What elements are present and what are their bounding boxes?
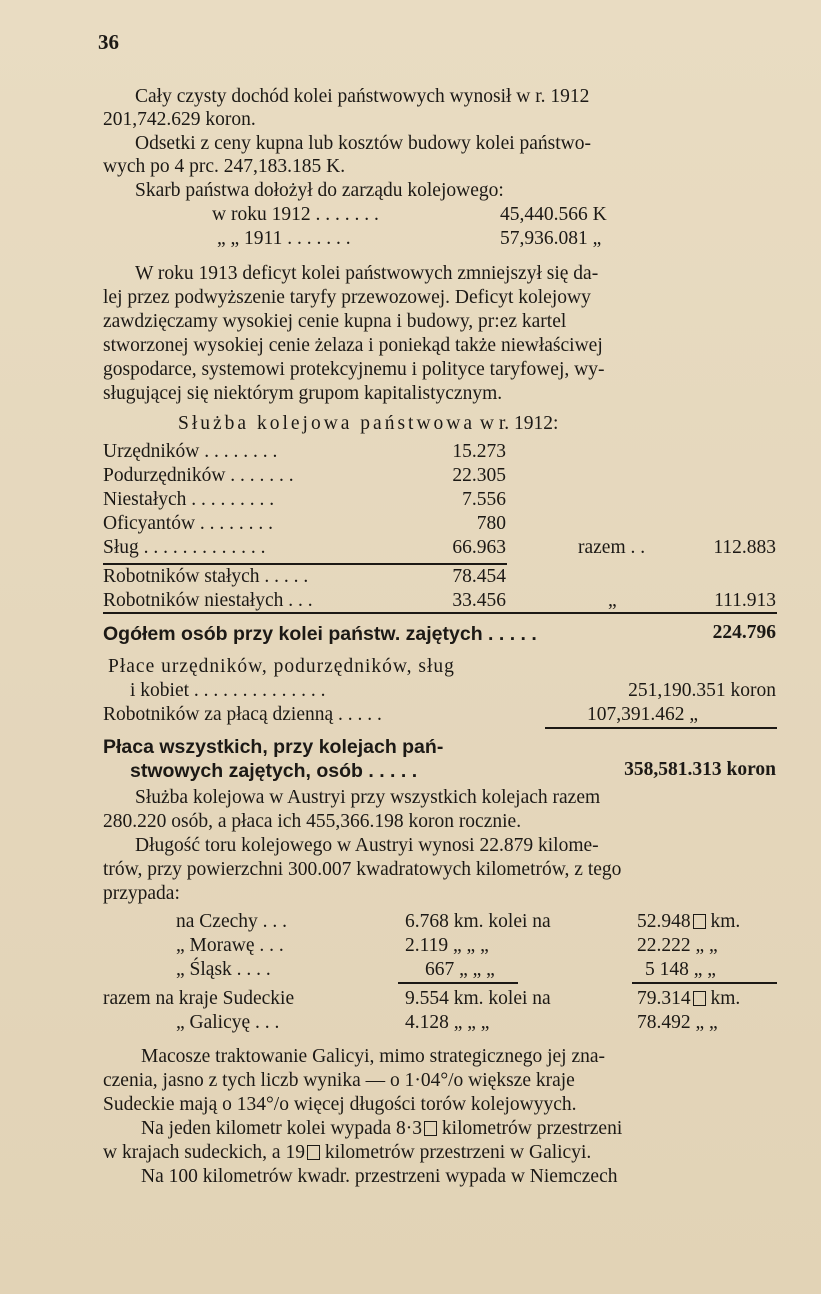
region-area: 78.492 „ „ — [637, 1012, 718, 1033]
page-number: 36 — [98, 30, 119, 54]
staff-label: Robotników stałych . . . . . — [103, 566, 309, 587]
skarb-value: 57,936.081 „ — [500, 228, 602, 249]
skarb-value: 45,440.566 K — [500, 204, 607, 225]
intro-line: Odsetki z ceny kupna lub kosztów budowy kolei państwo- — [135, 133, 592, 154]
divider — [103, 612, 777, 614]
wages-total-value: 358,581.313 koron — [624, 759, 776, 780]
total-staff-label: Ogółem osób przy kolei państw. zajętych . . . . . — [103, 623, 537, 645]
staff-label: Urzędników . . . . . . . . — [103, 441, 278, 462]
wages-total-label: stwowych zajętych, osób . . . . . — [130, 760, 418, 782]
region-km: 4.128 „ „ „ — [405, 1012, 490, 1033]
divider — [632, 982, 777, 984]
region-km: 2.119 „ „ „ — [405, 935, 489, 956]
total-staff-value: 224.796 — [712, 622, 776, 643]
staff-label: Sług . . . . . . . . . . . . . — [103, 537, 266, 558]
section-heading-rest: w r. 1912: — [479, 413, 559, 434]
region-name: na Czechy . . . — [176, 911, 288, 932]
staff-label: Robotników niestałych . . . — [103, 590, 313, 611]
wages-value: 251,190.351 koron — [628, 680, 776, 701]
paragraph-line: zawdzięczamy wysokiej cenie kupna i budowy, pr:ez kartel — [103, 311, 567, 332]
section-heading — [178, 412, 558, 436]
region-name: „ Śląsk . . . . — [176, 959, 271, 980]
paragraph-line: Na jeden kilometr kolei wypada 8·3 kilometrów przestrzeni — [141, 1118, 623, 1139]
staff-value: 22.305 — [452, 465, 506, 486]
paragraph-line: w krajach sudeckich, a 19 kilometrów przestrzeni w Galicyi. — [103, 1142, 592, 1163]
wages-label: i kobiet . . . . . . . . . . . . . . — [130, 680, 326, 701]
paragraph-line: W roku 1913 deficyt kolei państwowych zmniejszył się da- — [135, 263, 599, 284]
staff-label: Niestałych . . . . . . . . . — [103, 489, 275, 510]
region-km: 667 „ „ „ — [425, 959, 495, 980]
staff-value: 78.454 — [452, 566, 506, 587]
section-heading-spaced: Służba kolejowa państwowa — [178, 413, 476, 434]
paragraph-line: lej przez podwyższenie taryfy przewozowej. Deficyt kolejowy — [103, 287, 591, 308]
paragraph-line: Służba kolejowa w Austryi przy wszystkich kolejach razem — [135, 787, 601, 808]
paragraph-line: przypada: — [103, 883, 180, 904]
region-name: razem na kraje Sudeckie — [103, 988, 295, 1009]
paragraph-line: stworzonej wysokiej cenie żelaza i poniekąd także niewłaściwej — [103, 335, 603, 356]
square-symbol — [424, 1121, 437, 1136]
staff-subtotal-label: razem . . — [578, 537, 646, 558]
intro-line: 201,742.629 koron. — [103, 109, 256, 130]
staff-value: 66.963 — [452, 537, 506, 558]
square-symbol — [307, 1145, 320, 1160]
square-symbol — [693, 914, 706, 929]
staff-subtotal-value: 112.883 — [713, 537, 776, 558]
intro-line: Cały czysty dochód kolei państwowych wynosił w r. 1912 — [135, 86, 590, 107]
intro-line: Skarb państwa dołożył do zarządu kolejowego: — [135, 180, 504, 201]
divider — [545, 727, 777, 729]
square-symbol — [693, 991, 706, 1006]
wages-value: 107,391.462 „ — [587, 704, 699, 725]
region-name: „ Galicyę . . . — [176, 1012, 280, 1033]
staff-subtotal-value: 111.913 — [714, 590, 776, 611]
staff-label: Oficyantów . . . . . . . . — [103, 513, 274, 534]
staff-subtotal-label: „ — [608, 590, 617, 611]
paragraph-line: czenia, jasno z tych liczb wynika — o 1·04°/o większe kraje — [103, 1070, 575, 1091]
region-area: 79.314 km. — [637, 988, 741, 1009]
staff-value: 15.273 — [452, 441, 506, 462]
wages-heading: Płace urzędników, podurzędników, sług — [108, 656, 455, 677]
region-area: 5 148 „ „ — [645, 959, 716, 980]
staff-value: 7.556 — [462, 489, 506, 510]
skarb-label: w roku 1912 . . . . . . . — [212, 204, 379, 225]
paragraph-line: sługującej się niektórym grupom kapitalistycznym. — [103, 383, 503, 404]
paragraph-line: 280.220 osób, a płaca ich 455,366.198 koron rocznie. — [103, 811, 522, 832]
region-name: „ Morawę . . . — [176, 935, 284, 956]
wages-label: Robotników za płacą dzienną . . . . . — [103, 704, 382, 725]
paragraph-line: Sudeckie mają o 134°/o więcej długości torów kolejowyych. — [103, 1094, 577, 1115]
staff-label: Podurzędników . . . . . . . — [103, 465, 294, 486]
staff-value: 33.456 — [452, 590, 506, 611]
region-area: 22.222 „ „ — [637, 935, 718, 956]
wages-total-heading: Płaca wszystkich, przy kolejach pań- — [103, 736, 444, 758]
paragraph-line: Długość toru kolejowego w Austryi wynosi 22.879 kilome- — [135, 835, 599, 856]
region-km: 6.768 km. kolei na — [405, 911, 551, 932]
skarb-label: „ „ 1911 . . . . . . . — [217, 228, 351, 249]
paragraph-line: Macosze traktowanie Galicyi, mimo strategicznego jej zna- — [141, 1046, 606, 1067]
intro-line: wych po 4 prc. 247,183.185 K. — [103, 156, 346, 177]
paragraph-line: Na 100 kilometrów kwadr. przestrzeni wypada w Niemczech — [141, 1166, 618, 1187]
staff-value: 780 — [476, 513, 506, 534]
region-area: 52.948 km. — [637, 911, 741, 932]
paragraph-line: trów, przy powierzchni 300.007 kwadratowych kilometrów, z tego — [103, 859, 622, 880]
paragraph-line: gospodarce, systemowi protekcyjnemu i polityce taryfowej, wy- — [103, 359, 605, 380]
region-km: 9.554 km. kolei na — [405, 988, 551, 1009]
divider — [398, 982, 518, 984]
